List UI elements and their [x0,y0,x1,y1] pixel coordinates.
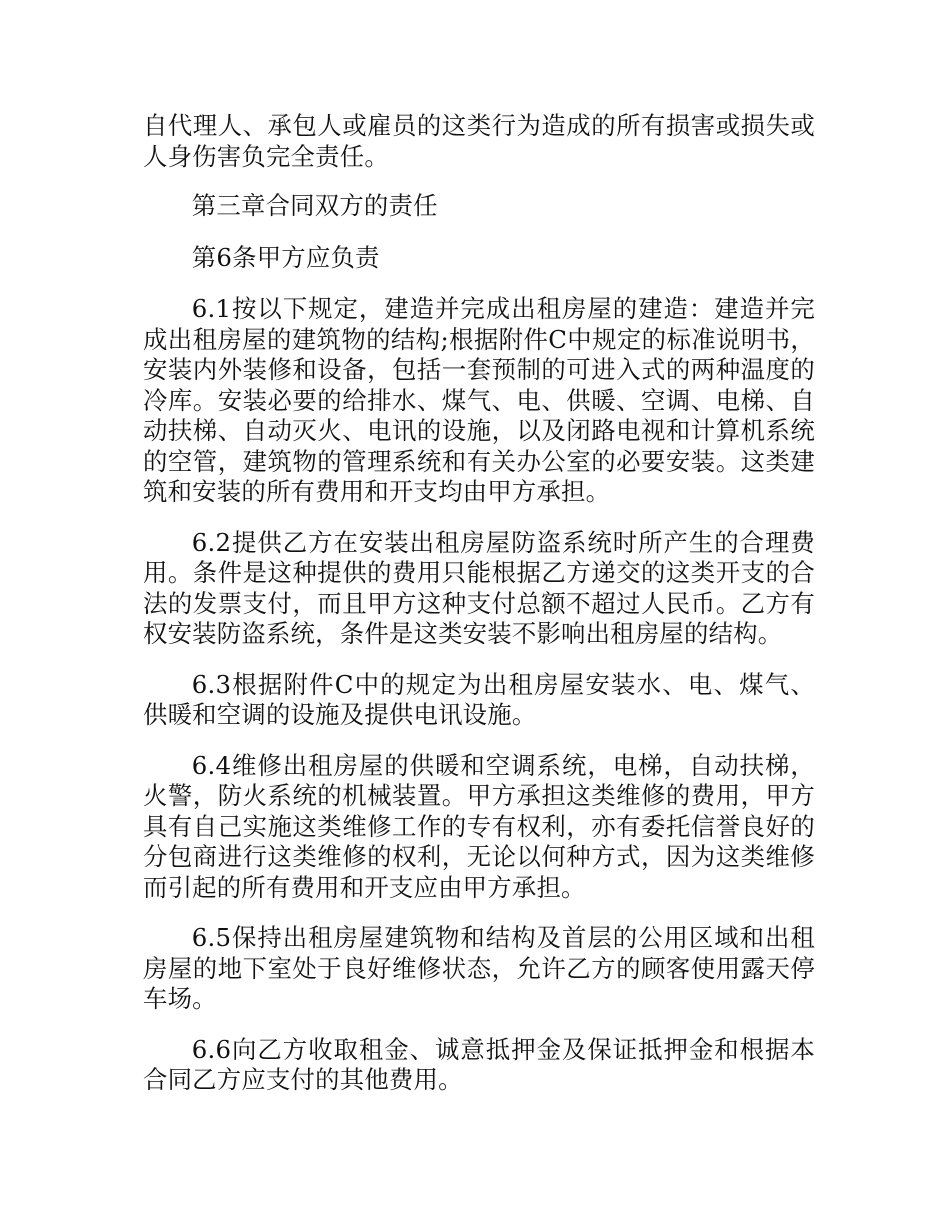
document-page [143,111,815,1116]
clause-6-1: 6.1按以下规定，建造并完成出租房屋的建造：建造并完成出租房屋的建筑物的结构;根据附件C中规定的标准说明书，安装内外装修和设备，包括一套预制的可进入式的两种温度的冷库。安装必要的给排水、煤气、电、供暖、空调、电梯、自动扶梯、自动灭火、电讯的设施，以及闭路电视和计算机系统的空管，建筑物的管理系统和有关办公室的必要安装。这类建筑和安装的所有费用和开支均由甲方承担。 [143,294,815,506]
article-heading: 第6条甲方应负责 [191,242,380,272]
clause-6-3: 6.3根据附件C中的规定为出租房屋安装水、电、煤气、供暖和空调的设施及提供电讯设施。 [143,669,815,729]
clause-6-5: 6.5保持出租房屋建筑物和结构及首层的公用区域和出租房屋的地下室处于良好维修状态，允许乙方的顾客使用露天停车场。 [143,923,815,1013]
clause-6-2: 6.2提供乙方在安装出租房屋防盗系统时所产生的合理费用。条件是这种提供的费用只能根据乙方递交的这类开支的合法的发票支付，而且甲方这种支付总额不超过人民币。乙方有权安装防盗系统，条件是这类安装不影响出租房屋的结构。 [143,527,815,648]
clause-6-6: 6.6向乙方收取租金、诚意抵押金及保证抵押金和根据本合同乙方应支付的其他费用。 [143,1034,815,1094]
chapter-heading: 第三章合同双方的责任 [191,191,438,220]
paragraph-continuation: 自代理人、承包人或雇员的这类行为造成的所有损害或损失或人身伤害负完全责任。 [143,111,815,171]
clause-6-4: 6.4维修出租房屋的供暖和空调系统，电梯，自动扶梯，火警，防火系统的机械装置。甲方承担这类维修的费用，甲方具有自己实施这类维修工作的专有权利，亦有委托信誉良好的分包商进行这类维修的权利，无论以何种方式，因为这类维修而引起的所有费用和开支应由甲方承担。 [143,750,815,902]
